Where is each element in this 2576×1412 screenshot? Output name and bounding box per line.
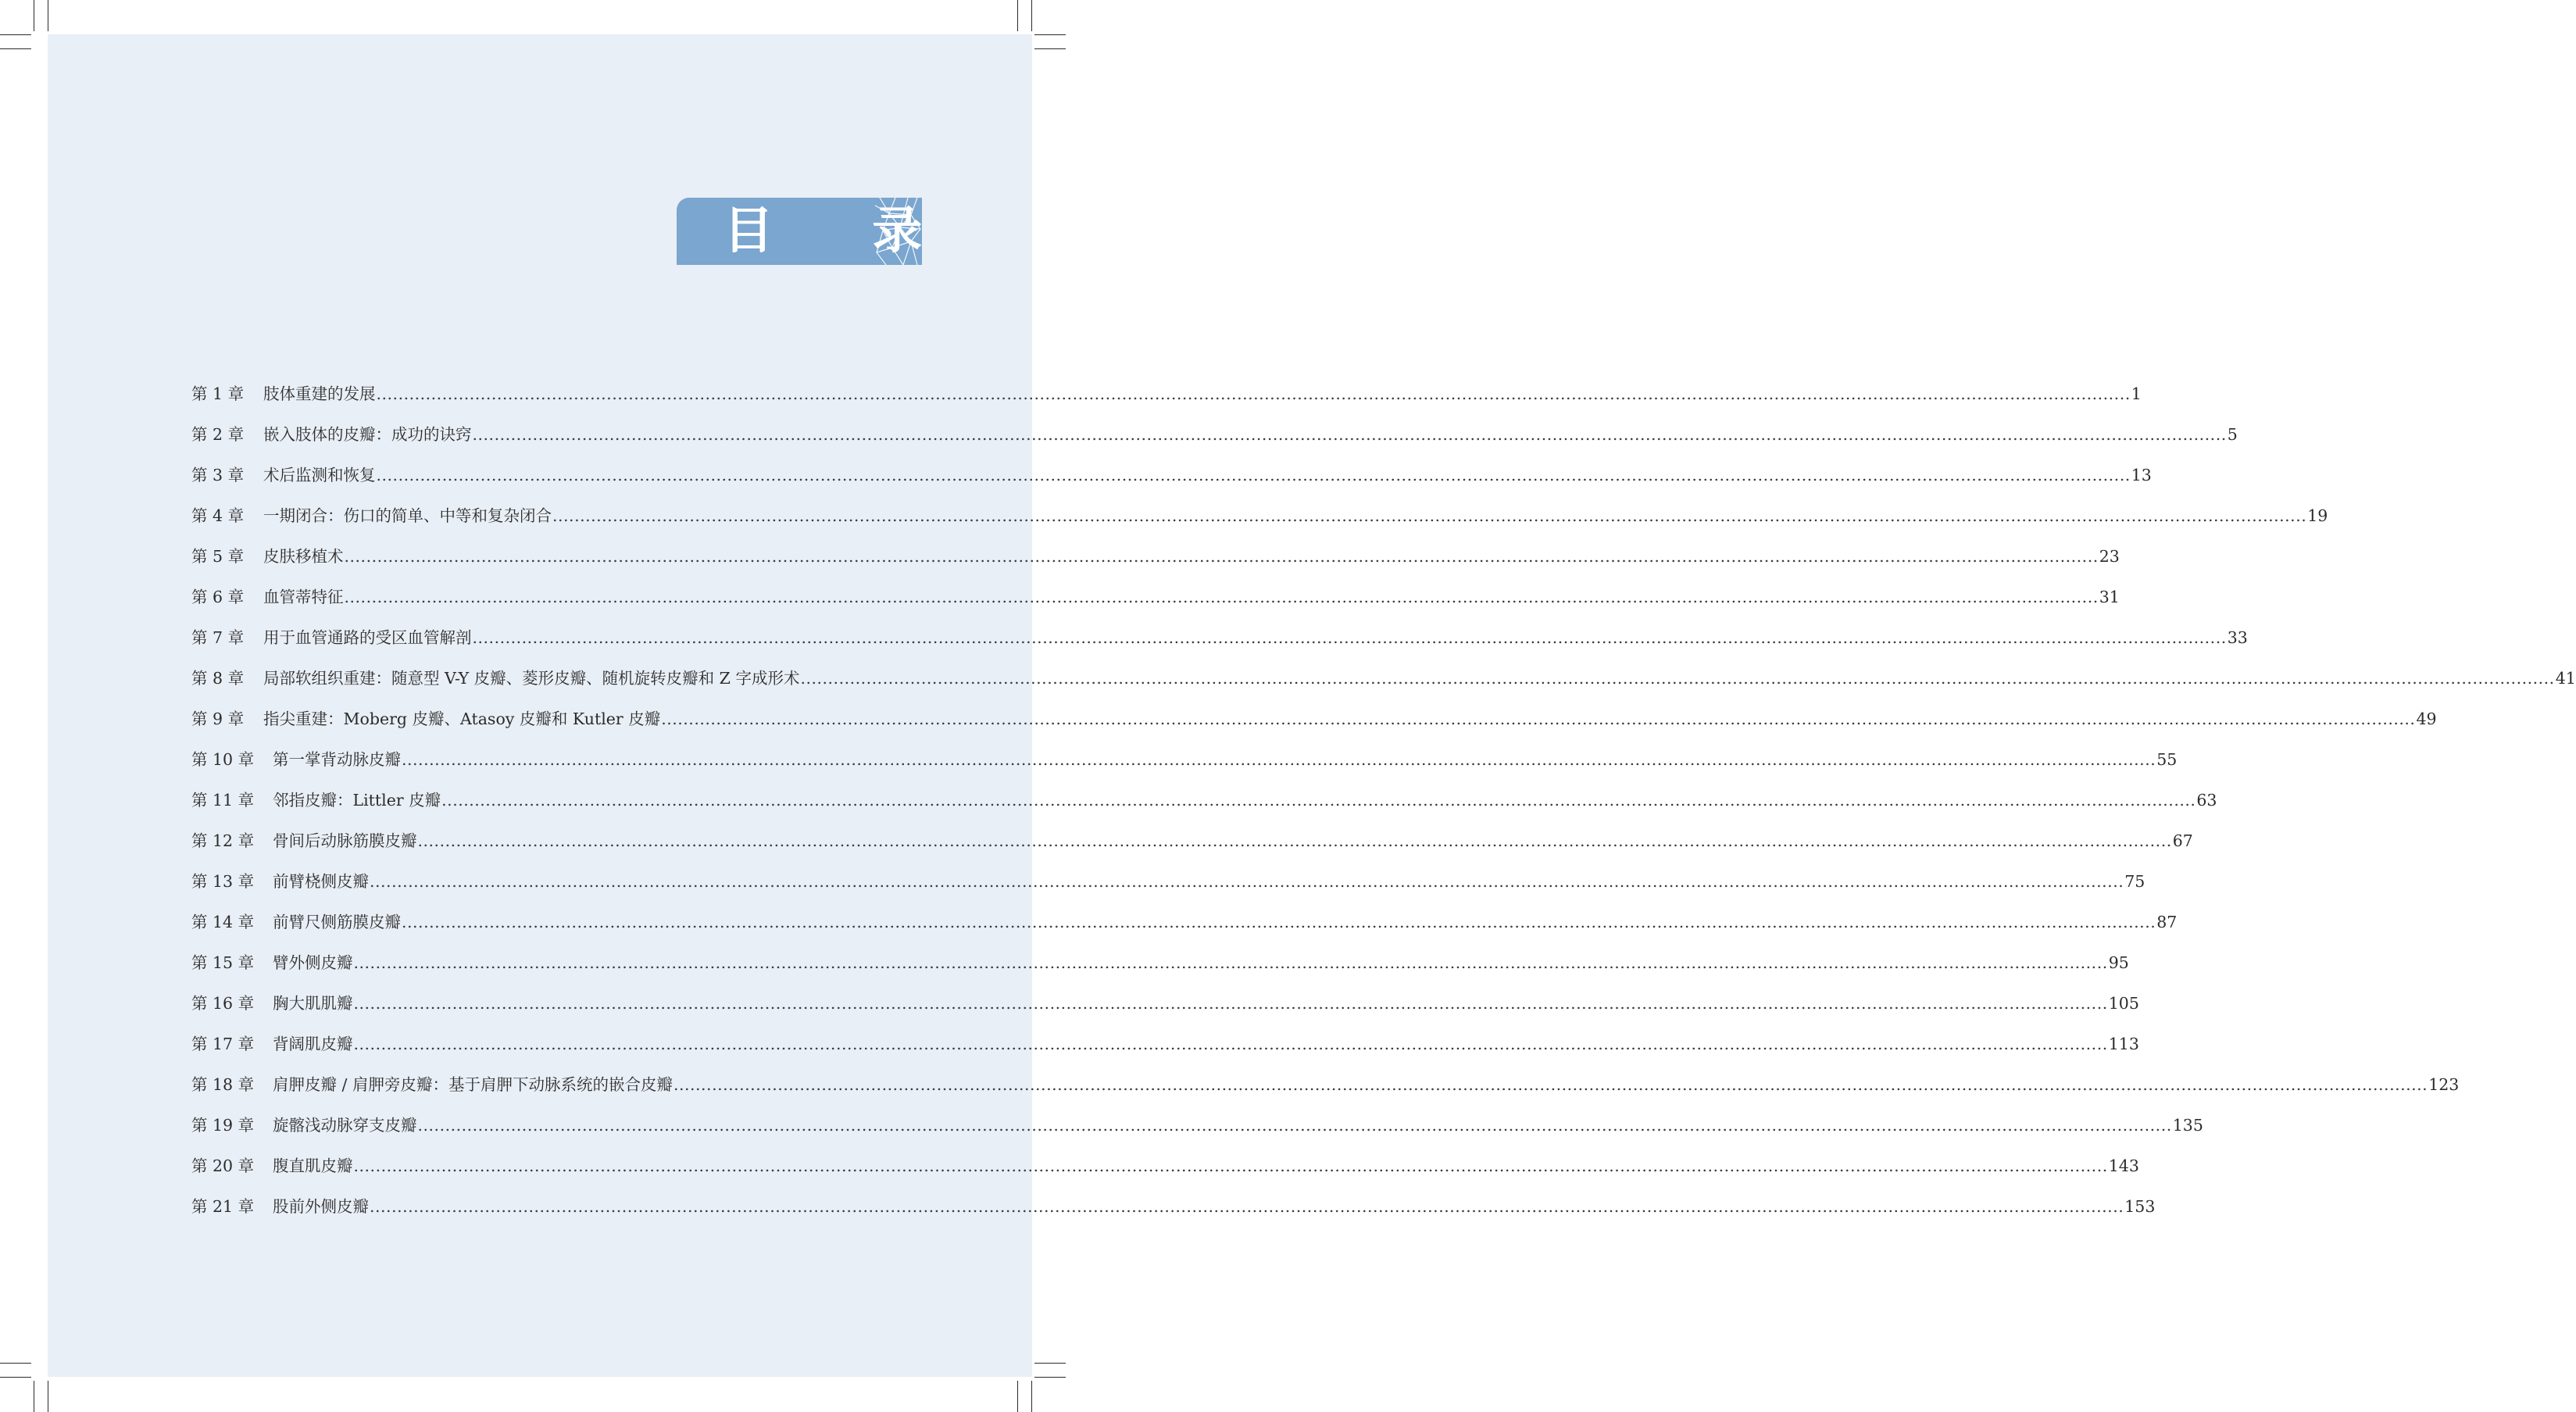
- toc-chapter-title: 一期闭合：伤口的简单、中等和复杂闭合: [263, 506, 552, 525]
- toc-chapter-title: 肩胛皮瓣 / 肩胛旁皮瓣：基于肩胛下动脉系统的嵌合皮瓣: [273, 1075, 673, 1094]
- toc-chapter-number: 第 5 章: [191, 547, 245, 566]
- toc-entry[interactable]: [191, 983, 2139, 1024]
- toc-entry[interactable]: [191, 577, 2120, 617]
- toc-entry[interactable]: [191, 658, 2576, 699]
- toc-dot-leader: [402, 739, 2156, 780]
- toc-chapter-title: 第一掌背动脉皮瓣: [273, 750, 401, 769]
- toc-page-number: 153: [2124, 1197, 2156, 1216]
- toc-dot-leader: [377, 374, 2131, 414]
- toc-dot-leader: [345, 577, 2099, 617]
- toc-chapter-title: 臂外侧皮瓣: [273, 953, 353, 972]
- crop-mark: [1034, 1363, 1066, 1364]
- toc-page-number: 123: [2428, 1075, 2460, 1094]
- toc-page-number: 1: [2131, 384, 2142, 403]
- table-of-contents: [191, 374, 2576, 1227]
- toc-chapter-number: 第 9 章: [191, 710, 245, 728]
- toc-chapter-title: 前臂尺侧筋膜皮瓣: [273, 913, 401, 931]
- toc-entry[interactable]: [191, 780, 2217, 820]
- toc-chapter-title: 血管蒂特征: [263, 588, 344, 606]
- title-banner: [677, 198, 963, 265]
- toc-dot-leader: [402, 902, 2156, 942]
- toc-chapter-title: 背阔肌皮瓣: [273, 1035, 353, 1053]
- toc-chapter-title: 邻指皮瓣：Littler 皮瓣: [273, 791, 441, 810]
- toc-dot-leader: [441, 780, 2195, 820]
- toc-entry[interactable]: [191, 414, 2238, 455]
- toc-dot-leader: [354, 1024, 2108, 1064]
- crop-mark: [0, 1377, 31, 1378]
- toc-dot-leader: [673, 1064, 2428, 1105]
- toc-chapter-number: 第 4 章: [191, 506, 245, 525]
- crop-mark: [1031, 1381, 1032, 1412]
- toc-chapter-title: 旋髂浅动脉穿支皮瓣: [273, 1116, 417, 1135]
- toc-chapter-number: 第 10 章: [191, 750, 255, 769]
- toc-page-number: 31: [2099, 588, 2120, 606]
- toc-chapter-number: 第 7 章: [191, 628, 245, 647]
- toc-dot-leader: [552, 495, 2306, 536]
- toc-entry[interactable]: [191, 942, 2129, 983]
- toc-entry[interactable]: [191, 902, 2178, 942]
- crop-mark: [1034, 48, 1066, 49]
- toc-page-number: 67: [2172, 831, 2193, 850]
- toc-chapter-title: 皮肤移植术: [263, 547, 344, 566]
- toc-dot-leader: [370, 861, 2124, 902]
- toc-chapter-number: 第 12 章: [191, 831, 255, 850]
- toc-chapter-title: 指尖重建：Moberg 皮瓣、Atasoy 皮瓣和 Kutler 皮瓣: [263, 710, 661, 728]
- toc-page-number: 105: [2108, 994, 2139, 1013]
- toc-chapter-number: 第 20 章: [191, 1156, 255, 1175]
- toc-chapter-title: 肢体重建的发展: [263, 384, 376, 403]
- toc-chapter-title: 术后监测和恢复: [263, 466, 376, 484]
- toc-page-number: 87: [2156, 913, 2178, 931]
- toc-dot-leader: [418, 1105, 2172, 1146]
- toc-page-number: 49: [2416, 710, 2437, 728]
- toc-entry[interactable]: [191, 820, 2193, 861]
- toc-chapter-number: 第 2 章: [191, 425, 245, 444]
- toc-dot-leader: [473, 414, 2227, 455]
- toc-chapter-title: 股前外侧皮瓣: [273, 1197, 369, 1216]
- crop-mark: [1017, 0, 1018, 31]
- toc-entry[interactable]: [191, 536, 2120, 577]
- toc-chapter-title: 用于血管通路的受区血管解剖: [263, 628, 472, 647]
- toc-entry[interactable]: [191, 1024, 2139, 1064]
- toc-entry[interactable]: [191, 1064, 2460, 1105]
- toc-page-number: 23: [2099, 547, 2120, 566]
- wireframe-ornament-icon: [872, 198, 922, 265]
- toc-page-number: 135: [2172, 1116, 2203, 1135]
- toc-page-number: 55: [2156, 750, 2178, 769]
- crop-mark: [1031, 0, 1032, 31]
- crop-mark: [0, 48, 31, 49]
- toc-entry[interactable]: [191, 495, 2328, 536]
- toc-page-number: 41: [2555, 669, 2576, 688]
- crop-mark: [1034, 34, 1066, 35]
- toc-chapter-title: 骨间后动脉筋膜皮瓣: [273, 831, 417, 850]
- toc-entry[interactable]: [191, 617, 2248, 658]
- toc-dot-leader: [473, 617, 2227, 658]
- toc-chapter-number: 第 17 章: [191, 1035, 255, 1053]
- toc-entry[interactable]: [191, 1186, 2156, 1227]
- toc-entry[interactable]: [191, 861, 2145, 902]
- toc-chapter-title: 嵌入肢体的皮瓣：成功的诀窍: [263, 425, 472, 444]
- toc-chapter-number: 第 19 章: [191, 1116, 255, 1135]
- toc-entry[interactable]: [191, 374, 2142, 414]
- toc-chapter-number: 第 11 章: [191, 791, 255, 810]
- toc-page-number: 63: [2196, 791, 2217, 810]
- toc-chapter-title: 局部软组织重建：随意型 V-Y 皮瓣、菱形皮瓣、随机旋转皮瓣和 Z 字成形术: [263, 669, 800, 688]
- toc-chapter-number: 第 15 章: [191, 953, 255, 972]
- toc-chapter-title: 胸大肌肌瓣: [273, 994, 353, 1013]
- toc-chapter-number: 第 13 章: [191, 872, 255, 891]
- toc-chapter-title: 腹直肌皮瓣: [273, 1156, 353, 1175]
- toc-chapter-number: 第 6 章: [191, 588, 245, 606]
- toc-page-number: 75: [2124, 872, 2145, 891]
- toc-dot-leader: [418, 820, 2172, 861]
- toc-page-number: 19: [2307, 506, 2328, 525]
- toc-chapter-number: 第 18 章: [191, 1075, 255, 1094]
- toc-entry[interactable]: [191, 739, 2178, 780]
- toc-dot-leader: [354, 942, 2108, 983]
- toc-page-number: 33: [2227, 628, 2248, 647]
- toc-page-number: 13: [2131, 466, 2152, 484]
- toc-page-number: 95: [2108, 953, 2129, 972]
- toc-page-number: 113: [2108, 1035, 2139, 1053]
- toc-chapter-number: 第 16 章: [191, 994, 255, 1013]
- crop-mark: [0, 34, 31, 35]
- crop-mark: [1017, 1381, 1018, 1412]
- toc-page-number: 5: [2227, 425, 2238, 444]
- toc-entry[interactable]: [191, 1146, 2139, 1186]
- toc-dot-leader: [377, 455, 2131, 495]
- crop-mark: [0, 1363, 31, 1364]
- toc-entry[interactable]: [191, 699, 2437, 739]
- toc-entry[interactable]: [191, 455, 2152, 495]
- toc-dot-leader: [370, 1186, 2124, 1227]
- toc-chapter-number: 第 3 章: [191, 466, 245, 484]
- toc-dot-leader: [661, 699, 2415, 739]
- toc-entry[interactable]: [191, 1105, 2203, 1146]
- toc-chapter-number: 第 21 章: [191, 1197, 255, 1216]
- toc-page-number: 143: [2108, 1156, 2139, 1175]
- toc-dot-leader: [354, 983, 2108, 1024]
- toc-dot-leader: [800, 658, 2554, 699]
- toc-dot-leader: [345, 536, 2099, 577]
- toc-dot-leader: [354, 1146, 2108, 1186]
- toc-chapter-title: 前臂桡侧皮瓣: [273, 872, 369, 891]
- toc-chapter-number: 第 14 章: [191, 913, 255, 931]
- page-title: 目 录: [723, 202, 963, 260]
- toc-chapter-number: 第 8 章: [191, 669, 245, 688]
- crop-mark: [1034, 1377, 1066, 1378]
- toc-chapter-number: 第 1 章: [191, 384, 245, 403]
